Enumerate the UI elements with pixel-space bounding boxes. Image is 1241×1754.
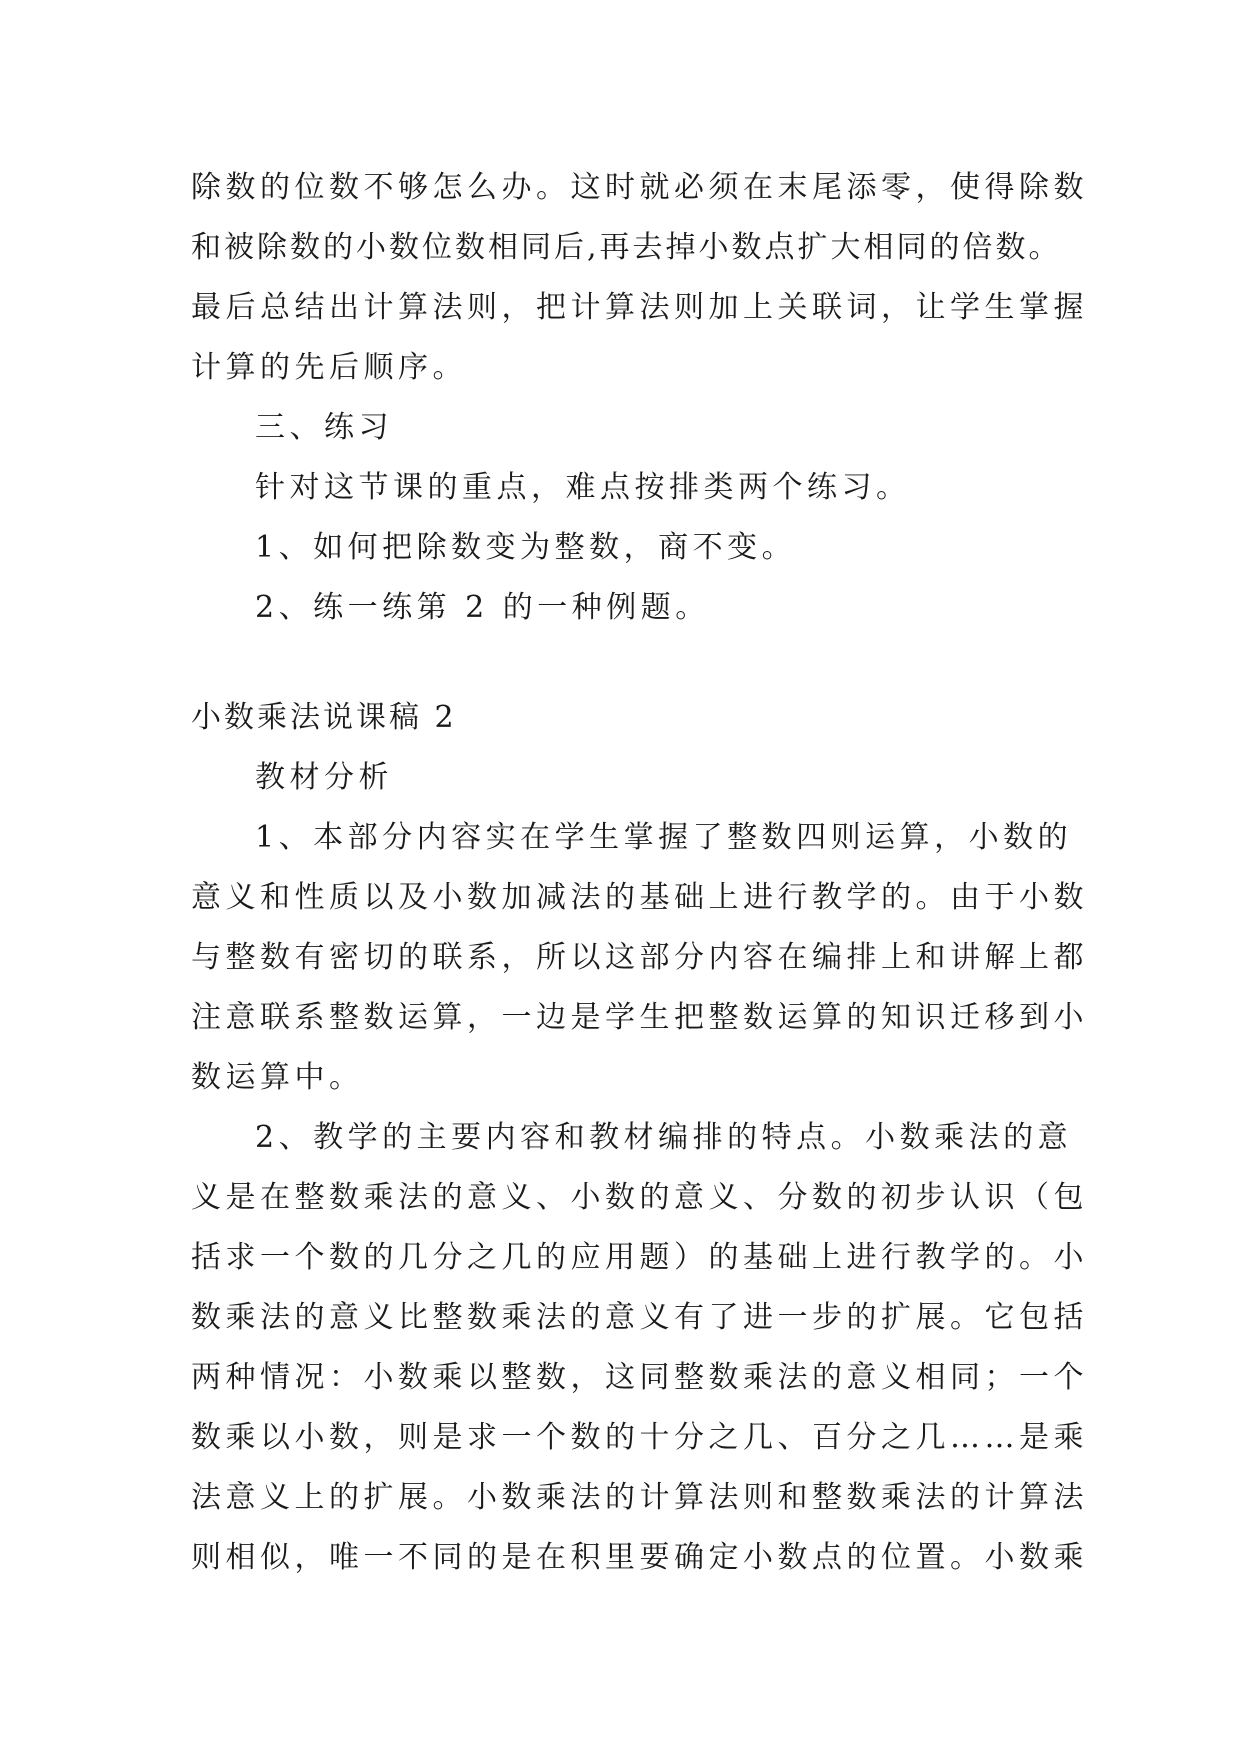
paragraph-line: 注意联系整数运算，一边是学生把整数运算的知识迁移到小 bbox=[191, 1000, 1088, 1035]
paragraph-line: 数运算中。 bbox=[191, 1060, 364, 1095]
paragraph-line: 则相似，唯一不同的是在积里要确定小数点的位置。小数乘 bbox=[191, 1540, 1088, 1575]
paragraph-line: 法意义上的扩展。小数乘法的计算法则和整数乘法的计算法 bbox=[191, 1480, 1088, 1515]
paragraph-line: 括求一个数的几分之几的应用题）的基础上进行教学的。小 bbox=[191, 1240, 1088, 1275]
paragraph-line: 2、教学的主要内容和教材编排的特点。小数乘法的意 bbox=[255, 1120, 1073, 1155]
document-title: 小数乘法说课稿 2 bbox=[191, 700, 457, 735]
paragraph-line: 两种情况：小数乘以整数，这同整数乘法的意义相同；一个 bbox=[191, 1360, 1088, 1395]
list-item: 2、练一练第 2 的一种例题。 bbox=[255, 590, 710, 625]
section-heading: 教材分析 bbox=[255, 760, 393, 795]
paragraph-line: 除数的位数不够怎么办。这时就必须在末尾添零，使得除数 bbox=[191, 170, 1088, 205]
paragraph-line: 和被除数的小数位数相同后,再去掉小数点扩大相同的倍数。 bbox=[191, 230, 1062, 265]
paragraph-line: 1、本部分内容实在学生掌握了整数四则运算，小数的 bbox=[255, 820, 1073, 855]
paragraph-line: 与整数有密切的联系，所以这部分内容在编排上和讲解上都 bbox=[191, 940, 1088, 975]
paragraph-line: 计算的先后顺序。 bbox=[191, 350, 467, 385]
paragraph-line: 最后总结出计算法则，把计算法则加上关联词，让学生掌握 bbox=[191, 290, 1088, 325]
list-item: 1、如何把除数变为整数，商不变。 bbox=[255, 530, 797, 565]
paragraph-line: 数乘法的意义比整数乘法的意义有了进一步的扩展。它包括 bbox=[191, 1300, 1088, 1335]
section-heading: 三、练习 bbox=[255, 410, 393, 445]
paragraph-line: 针对这节课的重点，难点按排类两个练习。 bbox=[255, 470, 911, 505]
paragraph-line: 义是在整数乘法的意义、小数的意义、分数的初步认识（包 bbox=[191, 1180, 1088, 1215]
paragraph-line: 数乘以小数，则是求一个数的十分之几、百分之几……是乘 bbox=[191, 1420, 1088, 1455]
paragraph-line: 意义和性质以及小数加减法的基础上进行教学的。由于小数 bbox=[191, 880, 1088, 915]
